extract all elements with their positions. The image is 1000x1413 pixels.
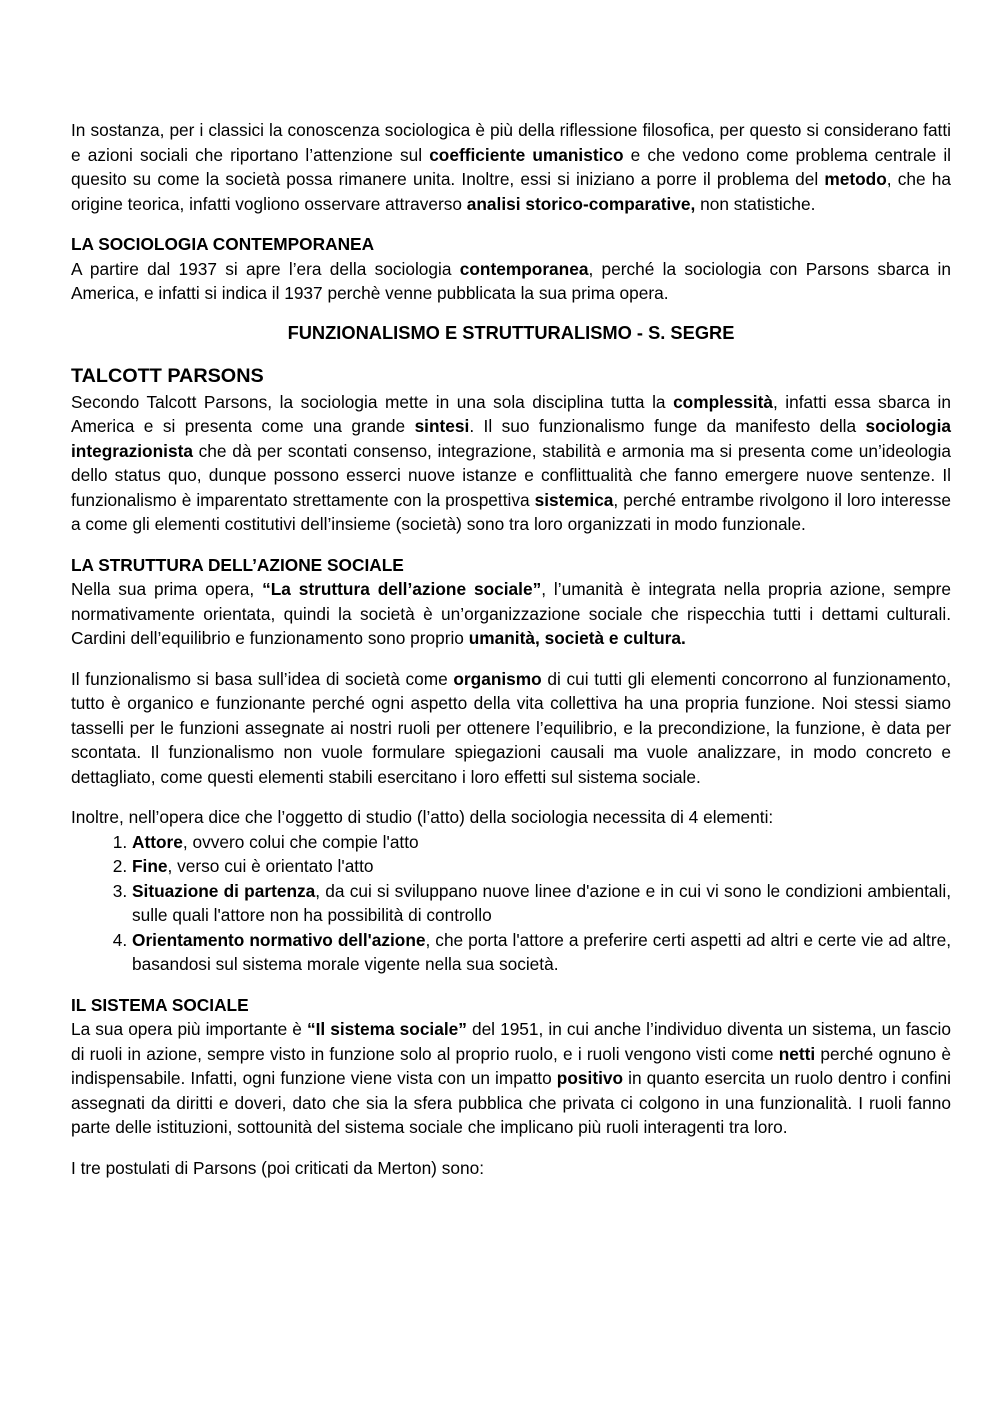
list-item: 4. Orientamento normativo dell'azione, che porta l'attore a preferire certi aspetti ad altri e certe vie ad altre, basandosi sul sistema morale vigente nella sua società. [132, 928, 951, 977]
postulati-paragraph: I tre postulati di Parsons (poi criticati da Merton) sono: [71, 1157, 485, 1178]
intro-paragraph: In sostanza, per i classici la conoscenza sociologica è più della riflessione filosofica, per questo si considerano fatti e azioni sociali che riportano l’attenzione sul coefficiente umanistico e che vedono come problema centrale il quesito su come la società possa rimanere unita. Inoltre, essi si iniziano a porre il problema del metodo, che ha origine teorica, infatti vogliono osservare attraverso analisi storico-comparative, non statistiche. [71, 120, 951, 214]
list-item: 3. Situazione di partenza, da cui si sviluppano nuove linee d'azione e in cui vi sono le condizioni ambientali, sulle quali l'attore non ha possibilità di controllo [132, 879, 951, 928]
document-page [71, 118, 951, 1180]
heading-struttura-azione-sociale: LA STRUTTURA DELL’AZIONE SOCIALE [71, 554, 404, 575]
contemporanea-paragraph: A partire dal 1937 si apre l’era della sociologia contemporanea, perché la sociologia con Parsons sbarca in America, e infatti si indica il 1937 perchè venne pubblicata la sua prima opera. [71, 258, 951, 303]
struttura-paragraph: Nella sua prima opera, “La struttura dell’azione sociale”, l’umanità è integrata nella propria azione, sempre normativamente orientata, quindi la società è un’organizzazione sociale che rispecchia tutti i dettami culturali. Cardini dell’equilibrio e funzionamento sono proprio umanità, società e cultura. [71, 579, 951, 648]
heading-talcott-parsons: TALCOTT PARSONS [71, 364, 264, 387]
elementi-intro: Inoltre, nell’opera dice che l’oggetto di studio (l’atto) della sociologia necessita di 4 elementi: [71, 807, 774, 827]
list-item: 2. Fine, verso cui è orientato l'atto [132, 854, 951, 879]
heading-sistema-sociale: IL SISTEMA SOCIALE [71, 994, 249, 1015]
section-title: FUNZIONALISMO E STRUTTURALISMO - S. SEGRE [287, 321, 735, 343]
list-item: 1. Attore, ovvero colui che compie l'atto [132, 830, 951, 855]
elementi-list [71, 830, 951, 977]
sistema-paragraph: La sua opera più importante è “Il sistema sociale” del 1951, in cui anche l’individuo diventa un sistema, un fascio di ruoli in azione, sempre visto in funzione solo al proprio ruolo, e i ruoli vengono visti come netti perché ognuno è indispensabile. Infatti, ogni funzione viene vista con un impatto positivo in quanto esercita un ruolo dentro i confini assegnati da diritti e doveri, dato che sia la sfera pubblica che privata ci colgono in una funzionalità. I ruoli fanno parte delle istituzioni, sottounità del sistema sociale che implicano più ruoli interagenti tra loro. [71, 1019, 952, 1137]
heading-sociologia-contemporanea: LA SOCIOLOGIA CONTEMPORANEA [71, 234, 375, 254]
organismo-paragraph: Il funzionalismo si basa sull’idea di società come organismo di cui tutti gli elementi concorrono al funzionamento, tutto è organico e funzionante perché ogni aspetto della vita collettiva ha una propria funzione. Noi stessi siamo tasselli per le funzioni assegnate ai nostri ruoli per ottenere l’equilibrio, e la precondizione, la funzione, è data per scontata. Il funzionalismo non vuole formulare spiegazioni causali ma vuole analizzare, in modo concreto e dettagliato, come questi elementi stabili esercitano i loro effetti sul sistema sociale. [71, 668, 951, 787]
parsons-paragraph: Secondo Talcott Parsons, la sociologia mette in una sola disciplina tutta la complessità, infatti essa sbarca in America e si presenta come una grande sintesi. Il suo funzionalismo funge da manifesto della sociologia integrazionista che dà per scontati consenso, integrazione, stabilità e armonia ma si presenta come un’ideologia dello status quo, dunque possono esserci nuove istanze e conflittualità che fanno emergere nuove sentenze. Il funzionalismo è imparentato strettamente con la prospettiva sistemica, perché entrambe rivolgono il loro interesse a come gli elementi costitutivi dell’insieme (società) sono tra loro organizzati in modo funzionale. [71, 391, 952, 534]
